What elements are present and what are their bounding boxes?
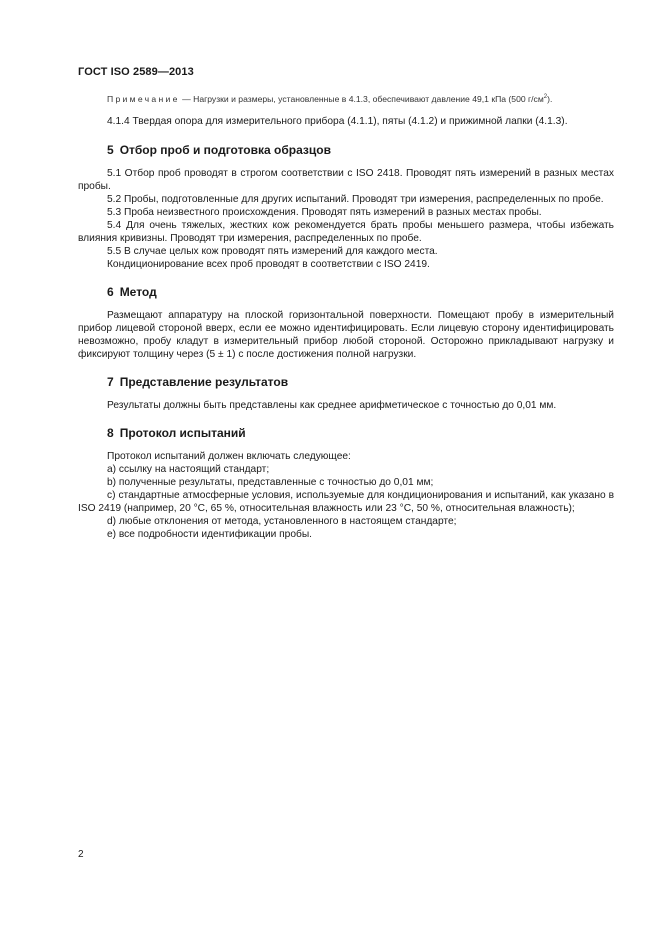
section-6-title: Метод: [119, 284, 157, 299]
paragraph-5-5: 5.5 В случае целых кож проводят пять измерений для каждого места.: [107, 245, 438, 257]
paragraph-5-4: 5.4 Для очень тяжелых, жестких кож рекомендуется брать пробы меньшего размера, чтобы избежать влияния кривизны. Проводят три измерения, распределенных по пробе.: [78, 219, 614, 244]
list-item-b: b) полученные результаты, представленные с точностью до 0,01 мм;: [107, 476, 434, 488]
section-7-heading: [78, 375, 614, 389]
note-dash: —: [179, 94, 194, 104]
list-item-e: e) все подробности идентификации пробы.: [107, 528, 313, 540]
paragraph-4-1-4: 4.1.4 Твердая опора для измерительного прибора (4.1.1), пяты (4.1.2) и прижимной лапки (4.1.3).: [107, 115, 568, 127]
note-superscript: 2: [543, 94, 548, 101]
note-text: Нагрузки и размеры, установленные в 4.1.3, обеспечивают давление 49,1 кПа (500 г/см: [193, 94, 544, 104]
note-paragraph: [78, 94, 614, 106]
section-8-heading: [78, 426, 614, 440]
section-5-title: Отбор проб и подготовка образцов: [119, 142, 331, 157]
note-tail: ).: [547, 94, 553, 104]
list-item-a: а) ссылку на настоящий стандарт;: [107, 463, 270, 475]
list-item-d: d) любые отклонения от метода, установленного в настоящем стандарте;: [107, 515, 457, 527]
list-item-c: c) стандартные атмосферные условия, используемые для кондиционирования и испытаний, как указано в ISO 2419 (например, 20 °C, 65 %, относительная влажность или 23 °C, 50 %, относительная влажность);: [78, 489, 614, 514]
section-8-number: 8: [107, 425, 114, 440]
section-8-title: Протокол испытаний: [119, 425, 246, 440]
paragraph-5-3: 5.3 Проба неизвестного происхождения. Проводят пять измерений в разных местах пробы.: [107, 206, 542, 218]
section-7-title: Представление результатов: [119, 374, 289, 389]
paragraph-5-2: 5.2 Пробы, подготовленные для других испытаний. Проводят три измерения, распределенных по пробе.: [107, 193, 604, 205]
section-6-number: 6: [107, 284, 114, 299]
paragraph-6-method: Размещают аппаратуру на плоской горизонтальной поверхности. Помещают пробу в измерительный прибор лицевой стороной вверх, если ее можно идентифицировать. Если лицевую сторону идентифицировать невозможно, пробу кладут в измерительный прибор любой стороной. Осторожно прикладывают нагрузку и фиксируют толщину через (5 ± 1) с после достижения полной нагрузки.: [78, 309, 614, 360]
paragraph-5-conditioning: Кондиционирование всех проб проводят в соответствии с ISO 2419.: [107, 258, 430, 270]
document-header: ГОСТ ISO 2589—2013: [78, 66, 194, 78]
note-label: Примечание: [107, 94, 180, 104]
page-number: 2: [78, 849, 84, 860]
section-5-heading: [78, 143, 614, 157]
section-6-heading: [78, 285, 614, 299]
paragraph-5-1: 5.1 Отбор проб проводят в строгом соответствии с ISO 2418. Проводят пять измерений в разных местах пробы.: [78, 167, 614, 192]
section-5-number: 5: [107, 142, 114, 157]
paragraph-7-results: Результаты должны быть представлены как среднее арифметическое с точностью до 0,01 мм.: [107, 399, 557, 411]
paragraph-8-intro: Протокол испытаний должен включать следующее:: [107, 450, 351, 462]
document-body: [78, 94, 614, 541]
section-7-number: 7: [107, 374, 114, 389]
